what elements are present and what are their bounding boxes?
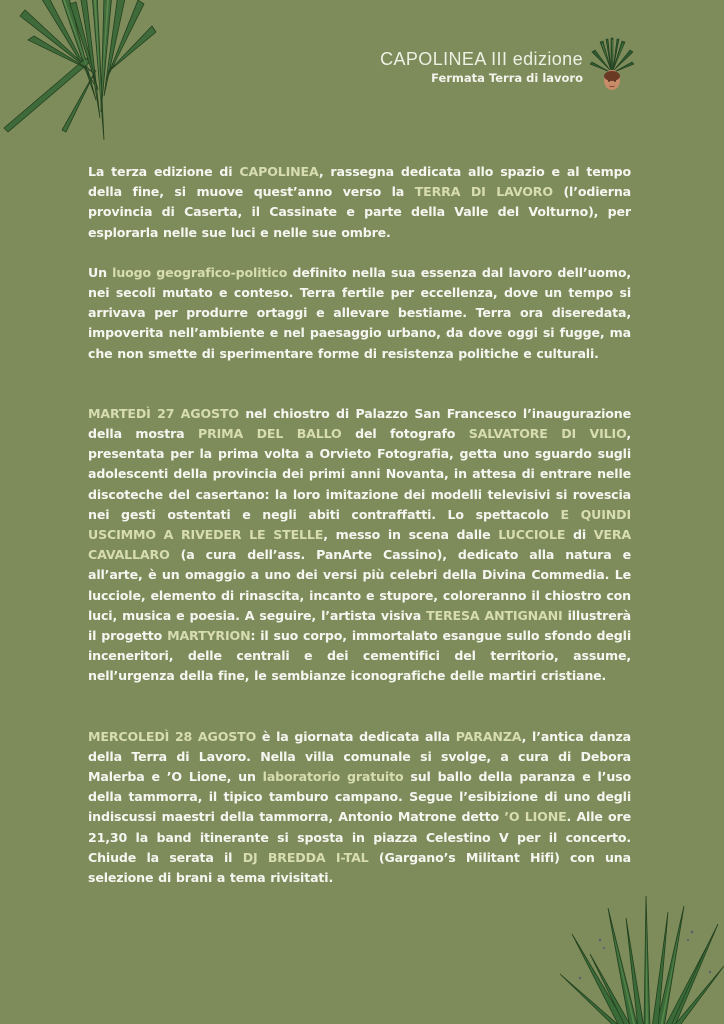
agave-plant-icon (0, 0, 160, 150)
body-text: . Alle ore 21,30 la band itinerante si sposta in piazza Celestino V per il concerto. Chiude la serata il (88, 809, 632, 865)
body-text: (l’odierna provincia di Caserta, il Cassinate e parte della Valle del Volturno), per esplorarla nelle sue luci e nelle sue ombre. (88, 184, 632, 240)
header (380, 48, 583, 85)
body-text: nel chiostro di Palazzo San Francesco l’inaugurazione della mostra (88, 405, 631, 442)
paragraph-intro (88, 162, 631, 243)
agave-plant-icon (560, 888, 724, 1024)
highlighted-text: TERRA DI LAVORO (414, 184, 553, 200)
event-subtitle: Fermata Terra di lavoro (431, 71, 583, 85)
body-text: del fotografo (341, 426, 469, 442)
highlighted-text: E QUINDI USCIMMO A RIVEDER LE STELLE (88, 506, 631, 543)
body-text: (Gargano’s Militant Hifi) con una selezione di brani a tema rivisitati. (88, 849, 631, 886)
paragraph-tuesday (88, 404, 631, 687)
highlighted-text: VERA CAVALLARO (88, 527, 631, 563)
paragraph-territory (88, 263, 631, 364)
body-text: , messo in scena dalle (323, 527, 499, 543)
highlighted-text: PARANZA (455, 728, 522, 744)
body-text: definito nella sua essenza dal lavoro dell’uomo, nei secoli mutato e conteso. Terra fertile per eccellenza, dove un tempo si arrivava per produrre ortaggi e allevare bestiame. Terra ora diseredata, impoverita nell’ambiente e nel paesaggio urbano, da dove oggi si fugge, ma che non smette di sperimentare forme di resistenza politiche e culturali. (88, 264, 631, 361)
body-text: (a cura dell’ass. PanArte Cassino), dedicato alla natura e all’arte, è un omaggio a uno dei versi più celebri della Divina Commedia. Le lucciole, elemento di rinascita, incanto e stupore, coloreranno il chiostro con luci, musica e poesia. A seguire, l’artista visiva (88, 547, 631, 623)
body-text: , presentata per la prima volta a Orvieto Fotografia, getta uno sguardo sugli adolescenti della provincia dei primi anni Novanta, in attesa di entrare nelle discoteche del casertano: la loro imitazione dei modelli televisivi si rovescia nei gesti ostentati e negli abiti contraffatti. Lo spettacolo (88, 426, 631, 522)
agave-head-logo-icon (590, 36, 634, 92)
body-text: illustrerà il progetto (88, 607, 631, 644)
highlighted-text: PRIMA DEL BALLO (197, 426, 342, 442)
body-text: La terza edizione di (88, 164, 240, 179)
highlighted-text: TERESA ANTIGNANI (426, 607, 563, 623)
body-text: Un (88, 264, 113, 280)
body-text: , rassegna dedicata allo spazio e al tempo della fine, si muove quest’anno verso la (88, 164, 631, 200)
highlighted-text: CAPOLINEA (239, 164, 319, 179)
highlighted-text: SALVATORE DI VILIO (468, 426, 627, 442)
highlighted-text: LUCCIOLE (498, 527, 566, 543)
highlighted-text: MARTEDÌ 27 AGOSTO (88, 405, 239, 421)
highlighted-text: DJ BREDDA I-TAL (242, 849, 369, 865)
paragraph-wednesday (88, 727, 631, 889)
highlighted-text: MARTYRION (167, 628, 251, 644)
body-text: : il suo corpo, immortalato esangue sullo sfondo degli inceneritori, delle centrali e dei cementifici del territorio, assume, nell’urgenza della fine, le sembianze iconografiche delle martiri cristiane. (88, 628, 631, 684)
body-text: è la giornata dedicata alla (256, 728, 456, 744)
body-text: , l’antica danza della Terra di Lavoro. Nella villa comunale si svolge, a cura di Debora Malerba e ’O Lione, un (88, 728, 631, 785)
highlighted-text: MERCOLEDÌ 28 AGOSTO (88, 728, 257, 744)
highlighted-text: luogo geografico-politico (112, 264, 288, 280)
highlighted-text: laboratorio gratuito (262, 769, 404, 785)
event-title: CAPOLINEA III edizione (380, 49, 583, 69)
body-text: di (565, 527, 594, 543)
article-body (88, 162, 631, 888)
body-text: sul ballo della paranza e l’uso della tammorra, il tipico tamburo campano. Segue l’esibizione di uno degli indiscussi maestri della tammorra, Antonio Matrone detto (88, 769, 631, 825)
highlighted-text: ’O LIONE (504, 809, 567, 825)
